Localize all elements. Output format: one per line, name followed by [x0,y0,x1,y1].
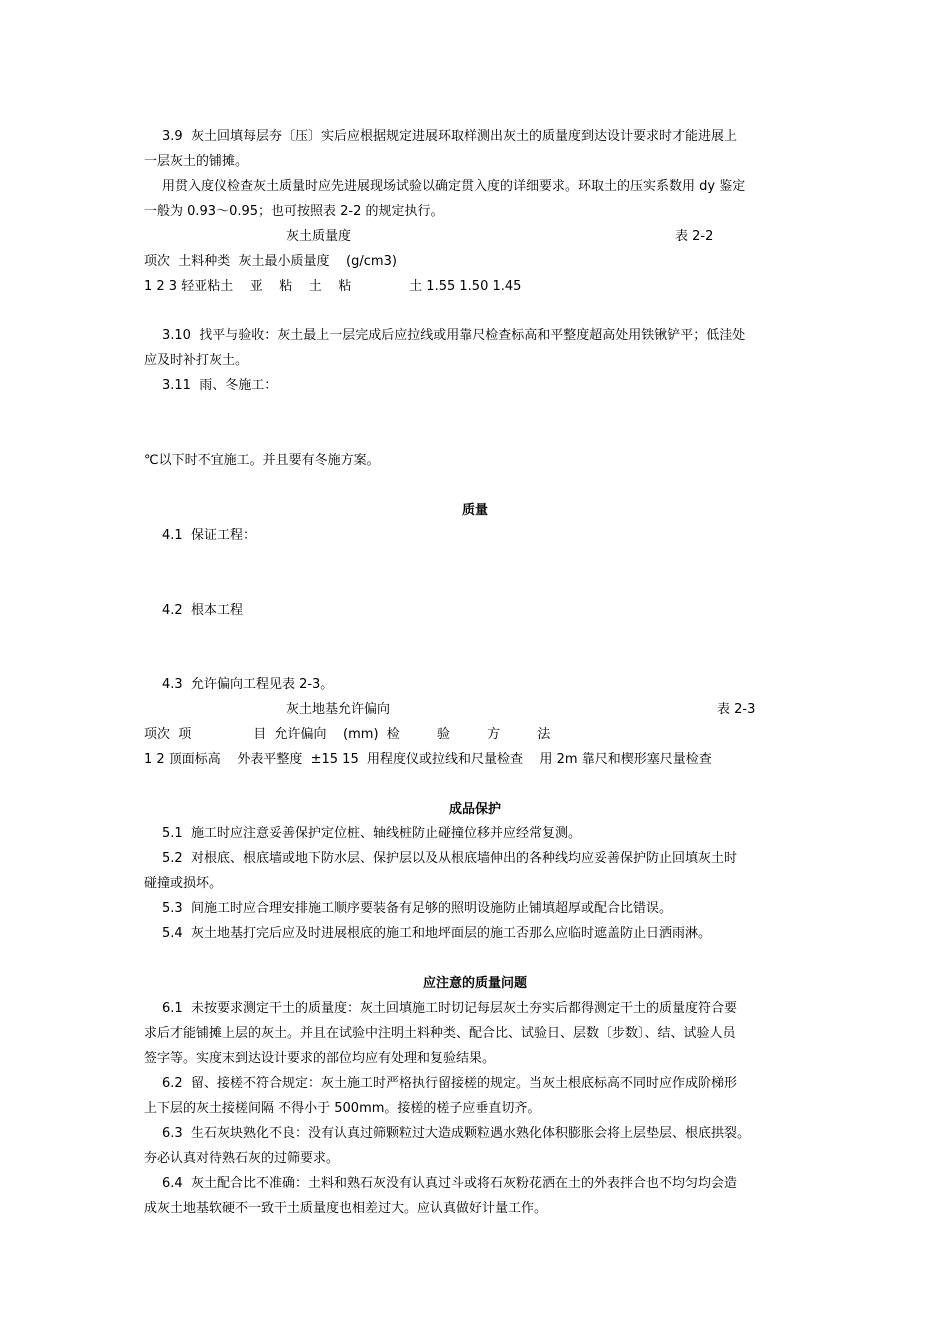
table-2-3-header: 项次 项 目 允许偏向 (mm) 检 验 方 法 [144,727,551,742]
para-6-4-line1: 6.4 灰土配合比不准确：土料和熟石灰没有认真过斗或将石灰粉花洒在土的外表拌合也不均匀均会造 [162,1176,737,1191]
table-2-2-row: 1 2 3 轻亚粘土 亚 粘 土 粘 土 1.55 1.50 1.45 [144,279,522,294]
para-5-2-line2: 碰撞或损坏。 [144,876,223,891]
para-3-10-line2: 应及时补打灰土。 [144,353,249,368]
para-6-1-line3: 签字等。实度末到达设计要求的部位均应有处理和复验结果。 [144,1051,496,1066]
table-2-2-label: 表 2-2 [675,229,714,244]
table-2-3-label: 表 2-3 [717,702,756,717]
para-5-2-line1: 5.2 对根底、根底墙或地下防水层、保护层以及从根底墙伸出的各种线均应妥善保护防止回填灰土时 [162,851,737,866]
heading-product-protection: 成品保护 [448,802,501,817]
para-5-4: 5.4 灰土地基打完后应及时进展根底的施工和地坪面层的施工否那么应临时遮盖防止日洒雨淋。 [162,926,711,941]
para-4-2: 4.2 根本工程 [162,603,243,618]
para-5-3: 5.3 间施工时应合理安排施工顺序要装备有足够的照明设施防止铺填超厚或配合比错误。 [162,901,672,916]
para-ring-test-line2: 一般为 0.93～0.95；也可按照表 2-2 的规定执行。 [144,204,444,219]
para-ring-test-line1: 用贯入度仪检查灰土质量时应先进展现场试验以确定贯入度的详细要求。环取土的压实系数用 dy 鉴定 [162,179,746,194]
para-3-10-line1: 3.10 找平与验收：灰土最上一层完成后应拉线或用靠尺检查标高和平整度超高处用铁锹铲平；低洼处 [162,328,746,343]
heading-quality-issues: 应注意的质量问题 [422,976,527,991]
table-2-2-title: 灰土质量度 [286,229,352,244]
para-3-9-line1: 3.9 灰土回填每层夯〔压〕实后应根据规定进展环取样测出灰土的质量度到达设计要求时才能进展上 [162,129,737,144]
para-3-11: 3.11 雨、冬施工： [162,378,278,393]
para-6-2-line2: 上下层的灰土接槎间隔 不得小于 500mm。接槎的槎子应垂直切齐。 [144,1101,541,1116]
para-6-2-line1: 6.2 留、接槎不符合规定：灰土施工时严格执行留接槎的规定。当灰土根底标高不同时应作成阶梯形 [162,1076,737,1091]
para-3-9-line2: 一层灰土的铺摊。 [144,154,249,169]
para-winter: ℃以下时不宜施工。并且要有冬施方案。 [144,453,380,468]
table-2-3-title: 灰土地基允许偏向 [286,702,391,717]
para-4-3: 4.3 允许偏向工程见表 2-3。 [162,677,334,692]
para-6-3-line2: 夯必认真对待熟石灰的过筛要求。 [144,1151,340,1166]
para-4-1: 4.1 保证工程： [162,528,256,543]
para-6-1-line2: 求后才能铺摊上层的灰土。并且在试验中注明土料种类、配合比、试验日、层数〔步数〕、结、试验人员 [144,1026,736,1041]
para-6-4-line2: 成灰土地基软硬不一致干土质量度也相差过大。应认真做好计量工作。 [144,1201,548,1216]
table-2-2-header: 项次 土料种类 灰土最小质量度 (g/cm3) [144,254,397,269]
para-5-1: 5.1 施工时应注意妥善保护定位桩、轴线桩防止碰撞位移并应经常复测。 [162,826,581,841]
table-2-3-row: 1 2 顶面标高 外表平整度 ±15 15 用程度仪或拉线和尺量检查 用 2m 靠尺和楔形塞尺量检查 [144,752,712,767]
para-6-1-line1: 6.1 未按要求测定干土的质量度：灰土回填施工时切记每层灰土夯实后都得测定干土的质量度符合要 [162,1001,737,1016]
para-6-3-line1: 6.3 生石灰块熟化不良：没有认真过筛颗粒过大造成颗粒遇水熟化体积膨胀会将上层垫层、根底拱裂。 [162,1126,750,1141]
heading-quality: 质量 [461,503,488,518]
